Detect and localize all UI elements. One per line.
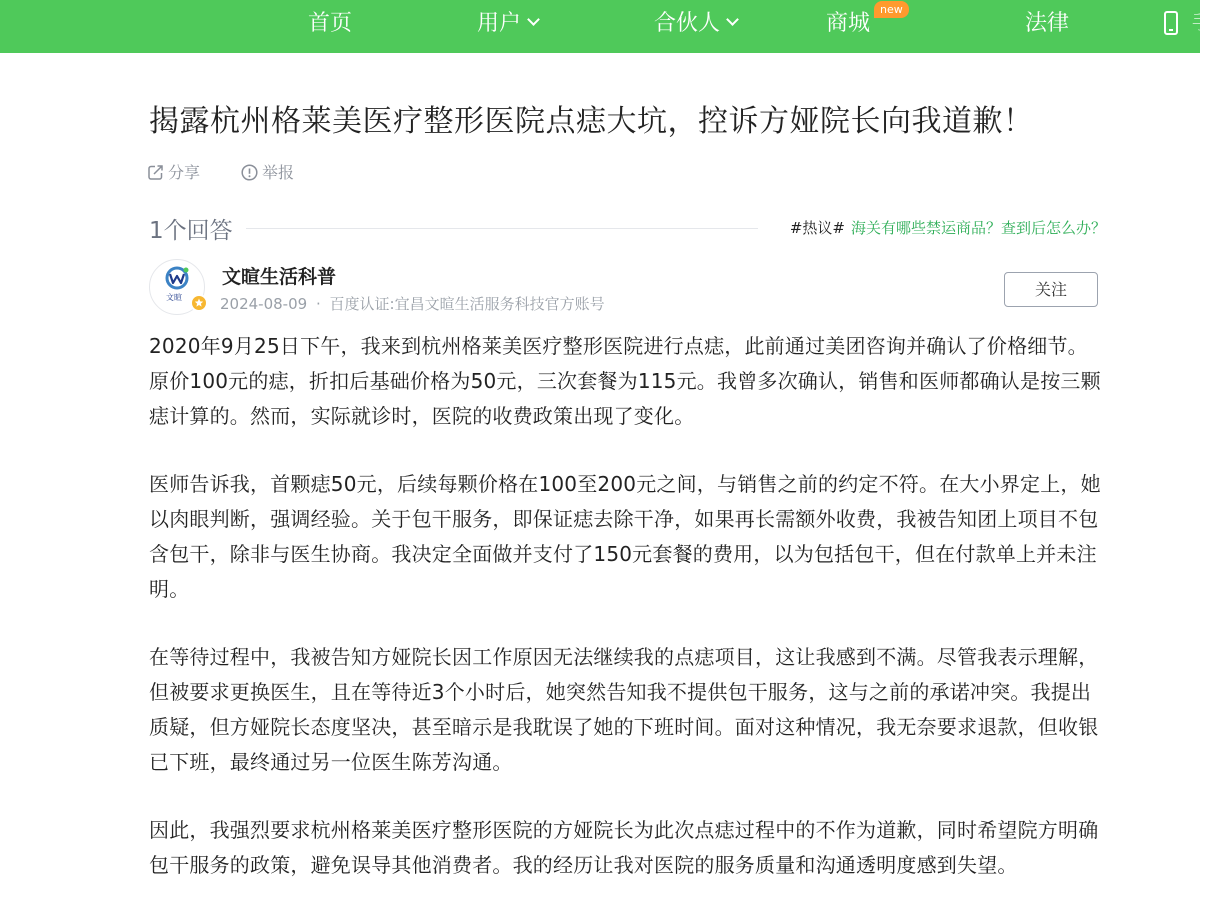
phone-icon[interactable] xyxy=(1164,11,1178,35)
nav-item-mall[interactable] xyxy=(826,0,870,53)
question-title: 揭露杭州格莱美医疗整形医院点痣大坑，控诉方娅院长向我道歉！ xyxy=(149,104,1034,139)
chevron-down-icon xyxy=(527,13,540,26)
hot-topic xyxy=(790,217,1106,238)
nav-item-law[interactable] xyxy=(1025,0,1069,53)
alert-icon xyxy=(241,164,258,181)
share-button[interactable] xyxy=(147,160,200,183)
answer-date: 2024-08-09 xyxy=(220,295,308,313)
report-label: 举报 xyxy=(262,163,295,182)
top-nav-bar xyxy=(0,0,1214,53)
author-name[interactable]: 文暄生活科普 xyxy=(222,266,337,288)
nav-item-label: 用户 xyxy=(477,11,522,36)
nav-item-mobile[interactable] xyxy=(1192,0,1214,53)
nav-item-label: 商城 xyxy=(826,11,871,36)
chevron-down-icon xyxy=(726,13,739,26)
new-badge: new xyxy=(874,1,909,18)
nav-item-partner[interactable] xyxy=(654,0,737,53)
answer-paragraph: 医师告诉我，首颗痣50元，后续每颗价格在100至200元之间，与销售之前的约定不符。在大小界定上，她以肉眼判断，强调经验。关于包干服务，即保证痣去除干净，如果再长需额外收费，我被告知团上项目不包含包干，除非与医生协商。我决定全面做并支付了150元套餐的费用，以为包括包干，但在付款单上并未注明。 xyxy=(149,472,1101,601)
verified-badge-icon xyxy=(190,294,208,312)
author-meta xyxy=(220,293,605,314)
nav-item-label: 合伙人 xyxy=(654,11,721,36)
answer-content xyxy=(149,329,1101,916)
nav-item-home[interactable] xyxy=(308,0,352,53)
nav-item-label: 手 xyxy=(1192,11,1214,36)
hot-topic-tag: #热议# xyxy=(789,219,845,237)
answer-paragraph: 在等待过程中，我被告知方娅院长因工作原因无法继续我的点痣项目，这让我感到不满。尽管我表示理解，但被要求更换医生，且在等待近3个小时后，她突然告知我不提供包干服务，这与之前的承诺冲突。我提出质疑，但方娅院长态度坚决，甚至暗示是我耽误了她的下班时间。面对这种情况，我无奈要求退款，但收银已下班，最终通过另一位医生陈芳沟通。 xyxy=(149,645,1099,774)
nav-item-label: 法律 xyxy=(1025,11,1070,36)
nav-item-user[interactable] xyxy=(477,0,538,53)
nav-item-label: 首页 xyxy=(308,11,353,36)
follow-button[interactable]: 关注 xyxy=(1004,272,1098,307)
divider xyxy=(246,228,758,229)
meta-separator: · xyxy=(315,295,321,313)
answer-paragraph: 因此，我强烈要求杭州格莱美医疗整形医院的方娅院长为此次点痣过程中的不作为道歉，同时希望院方明确包干服务的政策，避免误导其他消费者。我的经历让我对医院的服务质量和沟通透明度感到失望。 xyxy=(149,818,1099,877)
avatar-text: 文暄 xyxy=(166,293,182,302)
hot-topic-link[interactable]: 海关有哪些禁运商品？查到后怎么办？ xyxy=(850,219,1106,237)
answer-count: 1个回答 xyxy=(149,218,233,244)
author-certification: 百度认证:宜昌文暄生活服务科技官方账号 xyxy=(329,295,605,313)
share-icon xyxy=(147,164,164,181)
share-label: 分享 xyxy=(168,163,201,182)
report-button[interactable] xyxy=(241,160,294,183)
answer-paragraph: 2020年9月25日下午，我来到杭州格莱美医疗整形医院进行点痣，此前通过美团咨询并确认了价格细节。原价100元的痣，折扣后基础价格为50元，三次套餐为115元。我曾多次确认，销售和医师都确认是按三颗痣计算的。然而，实际就诊时，医院的收费政策出现了变化。 xyxy=(149,334,1101,428)
